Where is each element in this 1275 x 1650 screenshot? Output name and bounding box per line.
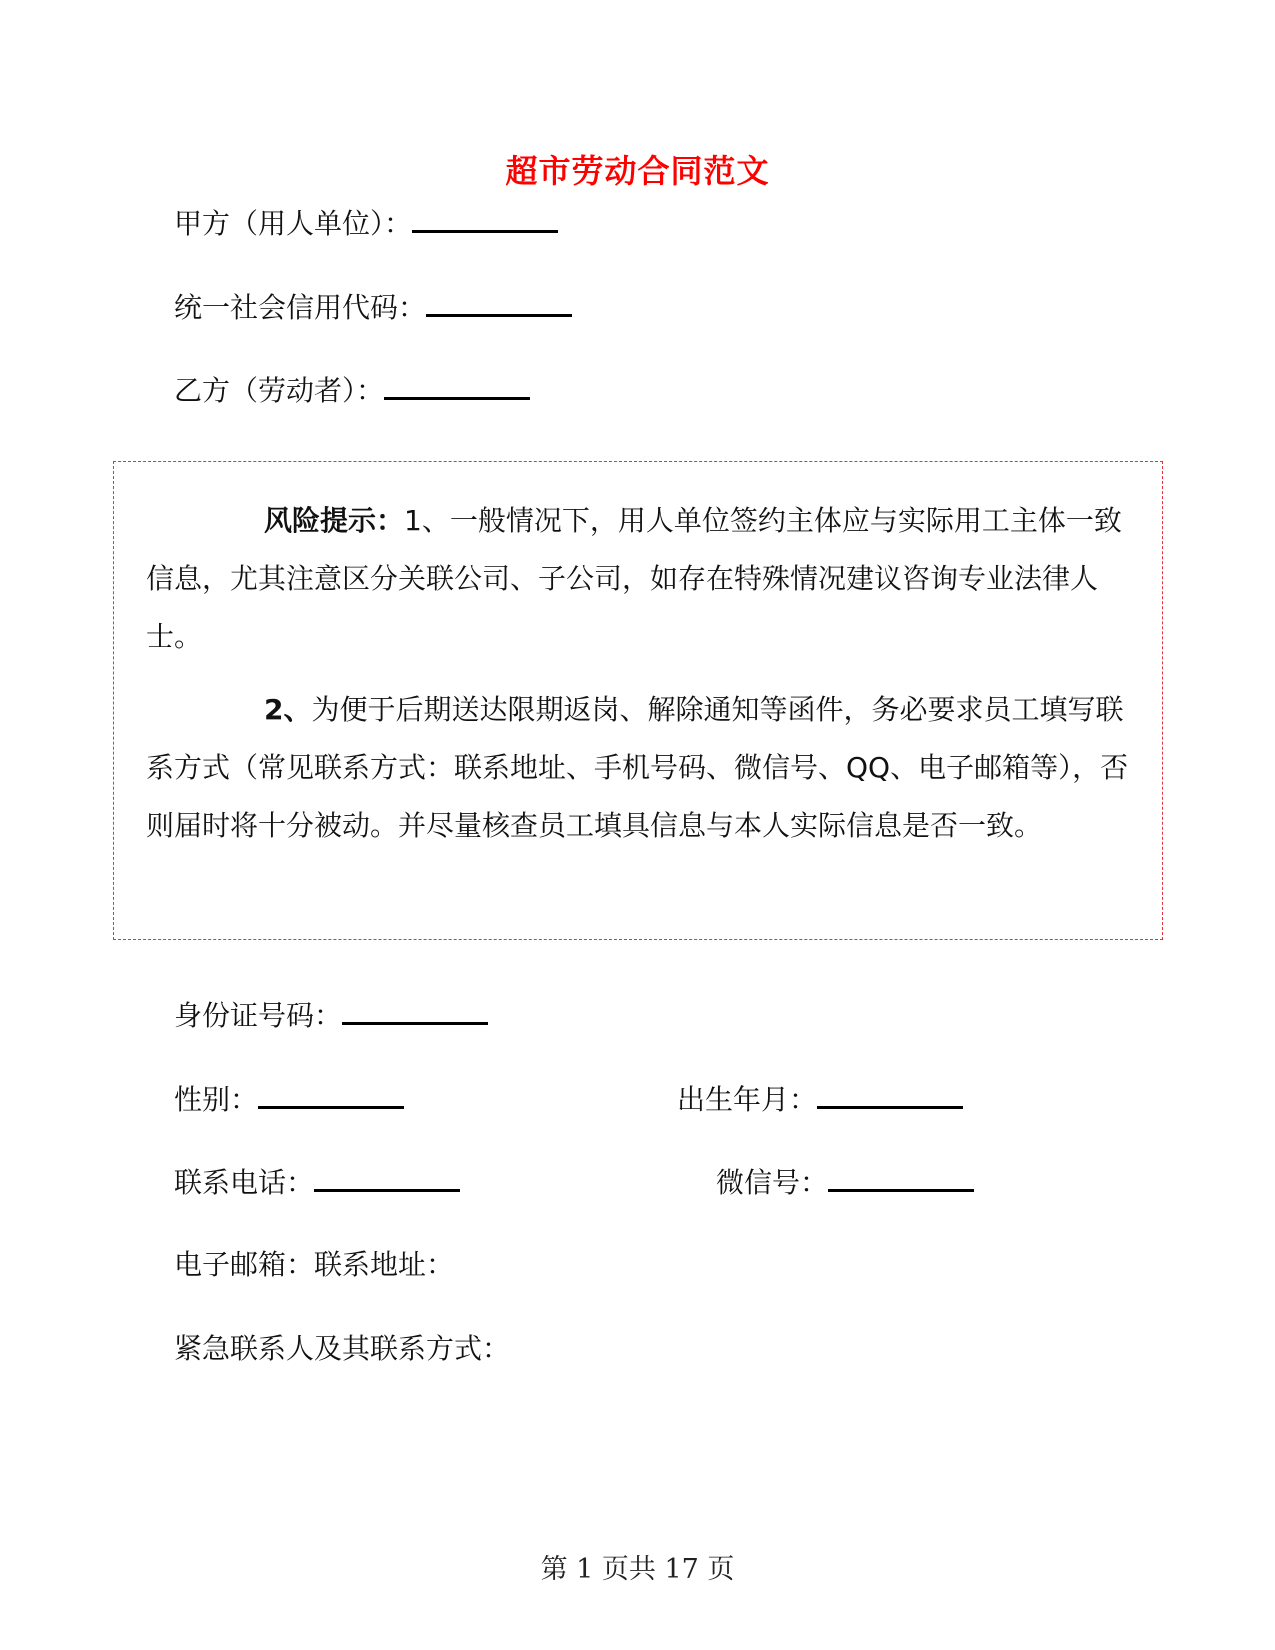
id-number-blank[interactable] bbox=[342, 996, 488, 1025]
emergency-contact-label: 紧急联系人及其联系方式： bbox=[174, 1332, 511, 1365]
risk-notice-box bbox=[113, 461, 1163, 940]
risk-notice-number-2: 2、 bbox=[264, 693, 312, 726]
email-address-label: 电子邮箱：联系地址： bbox=[174, 1248, 455, 1281]
emergency-contact-field bbox=[174, 1329, 510, 1369]
party-a-blank[interactable] bbox=[412, 204, 558, 233]
id-number-label: 身份证号码： bbox=[174, 999, 343, 1032]
credit-code-blank[interactable] bbox=[426, 288, 572, 317]
party-a-field bbox=[174, 204, 558, 244]
wechat-blank[interactable] bbox=[828, 1163, 974, 1192]
birth-date-label: 出生年月： bbox=[677, 1083, 818, 1116]
birth-date-field bbox=[677, 1080, 963, 1120]
risk-notice-text-1: 1、一般情况下，用人单位签约主体应与实际用工主体一致信息，尤其注意区分关联公司、子公司，如存在特殊情况建议咨询专业法律人士。 bbox=[146, 504, 1122, 653]
party-a-label: 甲方（用人单位）： bbox=[174, 207, 413, 240]
risk-notice-text-2: 为便于后期送达限期返岗、解除通知等函件，务必要求员工填写联系方式（常见联系方式：联系地址、手机号码、微信号、QQ、电子邮箱等），否则届时将十分被动。并尽量核查员工填具信息与本人实际信息是否一致。 bbox=[146, 693, 1129, 842]
party-b-blank[interactable] bbox=[384, 371, 530, 400]
document-title: 超市劳动合同范文 bbox=[505, 152, 770, 190]
risk-notice-paragraph-2 bbox=[146, 681, 1146, 855]
phone-label: 联系电话： bbox=[174, 1166, 315, 1199]
party-b-label: 乙方（劳动者）： bbox=[174, 374, 385, 407]
gender-label: 性别： bbox=[174, 1083, 259, 1116]
gender-field bbox=[174, 1080, 404, 1120]
risk-notice-heading: 风险提示： bbox=[264, 504, 405, 537]
birth-date-blank[interactable] bbox=[817, 1080, 963, 1109]
page-footer: 第 1 页共 17 页 bbox=[540, 1554, 735, 1585]
phone-field bbox=[174, 1163, 460, 1203]
risk-notice-paragraph-1 bbox=[146, 492, 1146, 666]
wechat-field bbox=[716, 1163, 974, 1203]
credit-code-field bbox=[174, 288, 572, 328]
wechat-label: 微信号： bbox=[716, 1166, 829, 1199]
credit-code-label: 统一社会信用代码： bbox=[174, 291, 427, 324]
phone-blank[interactable] bbox=[314, 1163, 460, 1192]
gender-blank[interactable] bbox=[258, 1080, 404, 1109]
email-address-field bbox=[174, 1245, 454, 1285]
party-b-field bbox=[174, 371, 530, 411]
id-number-field bbox=[174, 996, 488, 1036]
